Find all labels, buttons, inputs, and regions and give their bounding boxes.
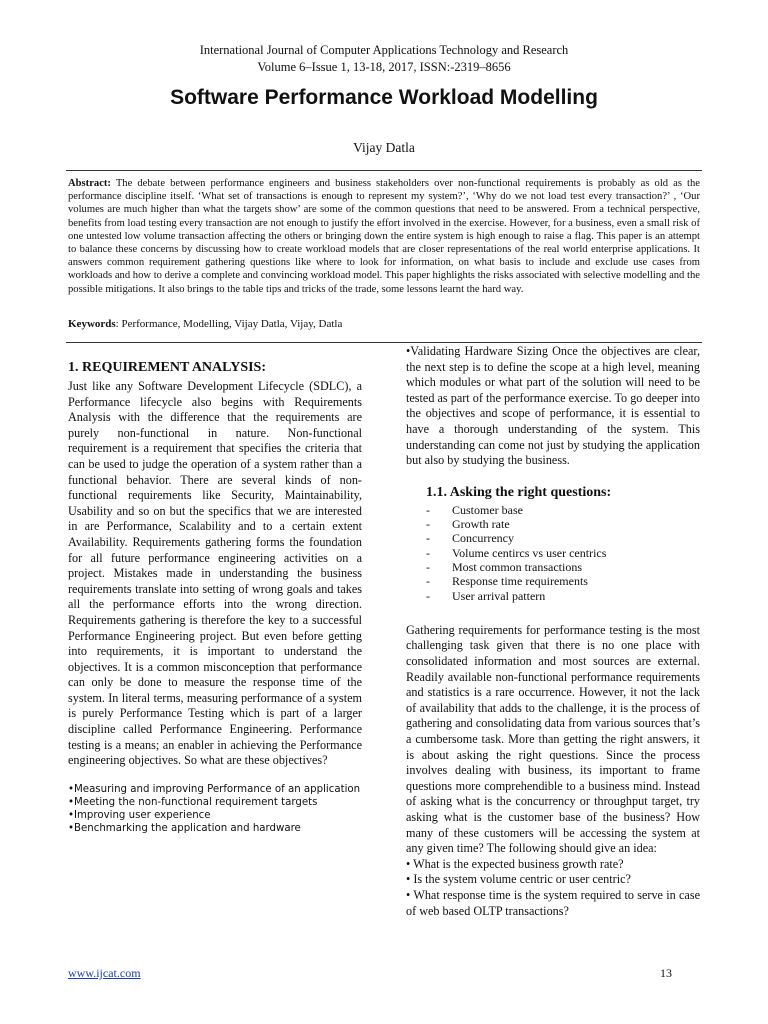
dash-marker: - (426, 502, 430, 517)
objectives-list (68, 783, 362, 835)
idea-item: • What response time is the system required to serve in case of web based OLTP transactions? (406, 887, 700, 918)
question-text: Volume centircs vs user centrics (452, 545, 607, 560)
objective-item: •Benchmarking the application and hardware (68, 822, 301, 834)
dash-marker: - (426, 559, 430, 574)
idea-item: • What is the expected business growth rate? (406, 856, 624, 871)
journal-header (0, 42, 768, 76)
question-text: Most common transactions (452, 559, 582, 574)
abstract-label: Abstract: (68, 178, 111, 189)
volume-info: Volume 6–Issue 1, 13-18, 2017, ISSN:-2319–8656 (257, 60, 511, 74)
objective-item: •Measuring and improving Performance of an application (68, 783, 361, 795)
question-item (426, 589, 700, 603)
questions-list (426, 503, 700, 603)
right-column (406, 344, 700, 919)
idea-bullets (406, 857, 700, 919)
question-item (426, 531, 700, 545)
dash-marker: - (426, 517, 430, 532)
dash-marker: - (426, 531, 430, 546)
dash-marker: - (426, 588, 430, 603)
dash-marker: - (426, 545, 430, 560)
question-text: User arrival pattern (452, 588, 546, 603)
section-paragraph: Just like any Software Development Lifecycle (SDLC), a Performance lifecycle also begins with Requirements Analysis with the difference that the requirements are purely non-functional in nature. Non-functional requirement is a requirement that specifies the criteria that can be used to judge the operation of a system rather than a functional behavior. There are several kinds of non-functional requirements like Security, Maintainability, Usability and so on but the specifics that we are interested in are Performance, Scalability and to a certain extent Availability. Requirements gathering forms the foundation for all future performance engineering activities on a project. Mistakes made in understanding the business requirements translate into setting of wrong goals and takes all the performance efforts into the wrong direction. Requirements gathering is therefore the key to a successful Performance Engineering project. But even before getting into requirements, it is important to understand the objectives. It is a common misconception that performance can only be done to measure the response time of the system. In literal terms, measuring performance of a system is purely Performance Testing which is part of a larger discipline called Performance Engineering. Performance testing is a means; an enabler in achieving the Performance engineering objectives. So what are these objectives? (68, 379, 362, 768)
left-column (68, 357, 362, 835)
question-item (426, 574, 700, 588)
question-text: Response time requirements (452, 574, 588, 589)
subsection-heading: 1.1. Asking the right questions: (426, 484, 612, 500)
keywords-label: Keywords (68, 318, 116, 330)
keywords (68, 317, 700, 331)
question-item (426, 517, 700, 531)
divider-bottom (66, 342, 702, 343)
question-item (426, 560, 700, 574)
divider-top (66, 170, 702, 171)
page-number: 13 (660, 966, 672, 980)
journal-website-link[interactable]: www.ijcat.com (68, 966, 141, 980)
abstract-text: The debate between performance engineers and business stakeholders over non-functional requirements is probably as old as the performance discipline itself. ‘What set of transactions is enough to represent my system?’, ‘Why do we not load test every transaction?’ , ‘Our volumes are much higher than what the targets show’ are some of the common questions that need to be answered. From a technical perspective, benefits from load testing every transaction are not enough to justify the effort involved in the exercise. However, for a business, even a small risk of one untested low volume transaction affecting the others or bringing down the entire system is high enough to raise a flag. This paper is an attempt to balance these concerns by discussing how to create workload models that are closer representations of the real world enterprise applications. It answers common requirement gathering questions like where to look for information, on what basis to include and exclude use cases from workloads and how to derive a complete and convincing workload model. This paper highlights the risks associated with selective modelling and the possible mitigations. It also brings to the table tips and tricks of the trade, some lessons learnt the hard way. (68, 178, 700, 295)
section-heading: 1. REQUIREMENT ANALYSIS: (68, 360, 266, 375)
idea-item: • Is the system volume centric or user centric? (406, 872, 631, 887)
abstract (68, 177, 700, 296)
journal-name: International Journal of Computer Applications Technology and Research (199, 43, 569, 57)
question-text: Growth rate (452, 517, 510, 532)
author-name: Vijay Datla (353, 140, 415, 155)
objective-item: •Meeting the non-functional requirement targets (68, 796, 318, 808)
keywords-text: : Performance, Modelling, Vijay Datla, Vijay, Datla (115, 318, 343, 330)
section-body (68, 379, 362, 769)
question-item (426, 546, 700, 560)
question-text: Concurrency (452, 531, 514, 546)
question-text: Customer base (452, 502, 523, 517)
paper-title: Software Performance Workload Modelling (170, 86, 598, 109)
intro-paragraph: •Validating Hardware Sizing Once the objectives are clear, the next step is to define the scope at a high level, meaning which modules or what part of the solution will need to be tested as part of the performance exercise. To go deeper into the objectives and scope of performance, it is essential to have a thorough understanding of the system. This understanding can come not just by studying the application but also by studying the business. (406, 344, 700, 468)
requirements-paragraph: Gathering requirements for performance testing is the most challenging task given that there is no one place with consolidated information and most sources are external. Readily available non-functional performance requirements and statistics is a rare occurrence. However, it not the lack of availability that adds to the challenge, it is the process of gathering and consolidating data from various sources that’s a cumbersome task. More than getting the right answers, it is about asking the right questions. Since the process involves dealing with business, its important to frame questions more comprehendible to a business mind. Instead of asking what is the concurrency or throughput target, try asking what is the customer base of the business? How many of these customers will be accessing the system at any given time? The following should give an idea: (406, 622, 700, 856)
objective-item: •Improving user experience (68, 809, 211, 821)
dash-marker: - (426, 574, 430, 589)
question-item (426, 503, 700, 517)
